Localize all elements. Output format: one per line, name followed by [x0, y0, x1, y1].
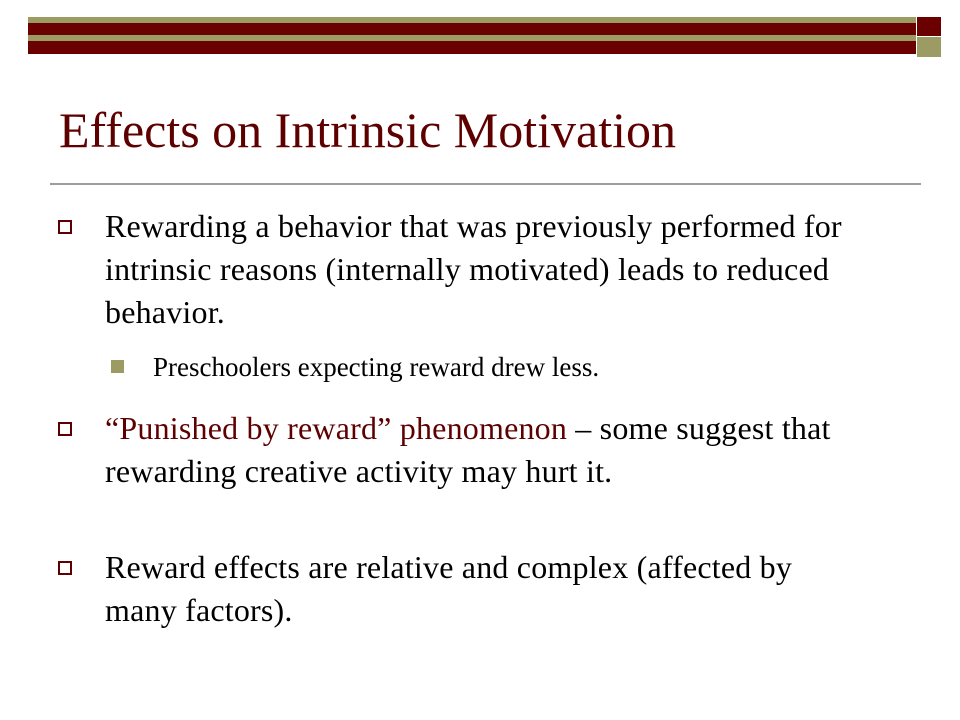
bullet-item	[105, 546, 865, 632]
bullet-item	[105, 407, 865, 493]
filled-square-bullet-icon	[111, 360, 124, 373]
bullet-text: Reward effects are relative and complex (affected by many factors).	[105, 549, 793, 628]
bullet-text: Rewarding a behavior that was previously performed for intrinsic reasons (internally motivated) leads to reduced behavior.	[105, 208, 842, 330]
sub-bullet-item	[153, 350, 599, 384]
slide-title: Effects on Intrinsic Motivation	[59, 102, 677, 158]
sub-bullet-text: Preschoolers expecting reward drew less.	[153, 352, 600, 382]
bullet-accent-text: “Punished by reward” phenomenon	[105, 410, 568, 446]
hollow-square-bullet-icon	[58, 422, 72, 436]
bullet-item	[105, 205, 865, 334]
bullet-text: – some suggest that rewarding creative activity may hurt it.	[105, 410, 831, 489]
hollow-square-bullet-icon	[58, 561, 72, 575]
hollow-square-bullet-icon	[58, 220, 72, 234]
